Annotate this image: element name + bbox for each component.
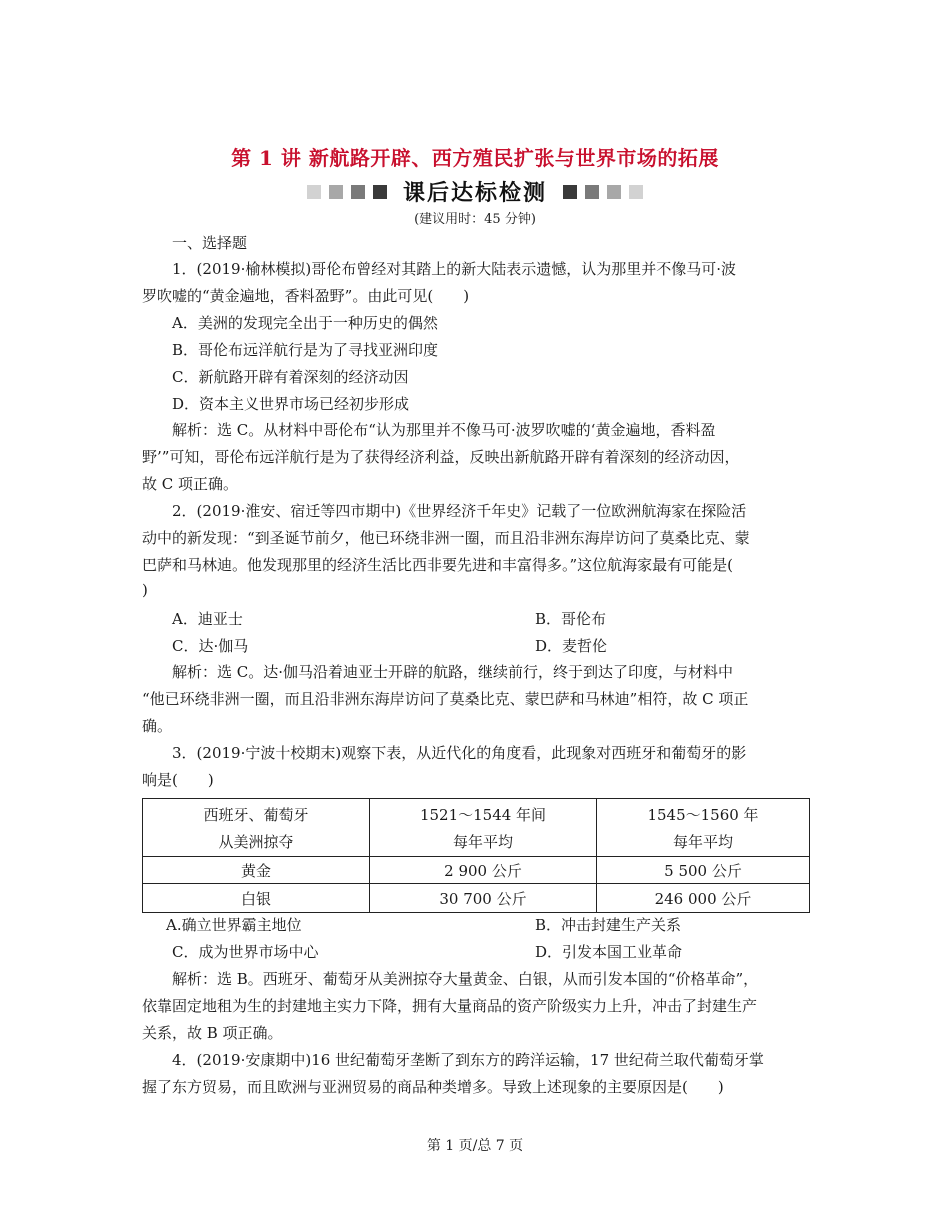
table-cell: 黄金 bbox=[143, 857, 370, 884]
square-icon bbox=[607, 185, 621, 199]
q1-option-c: C．新航路开辟有着深刻的经济动因 bbox=[172, 368, 409, 386]
square-icon bbox=[563, 185, 577, 199]
table-row bbox=[143, 884, 810, 913]
q1-answer-line: 解析：选 C。从材料中哥伦布“认为那里并不像马可·波罗吹嘘的‘黄金遍地，香料盈 bbox=[172, 421, 716, 439]
square-icon bbox=[307, 185, 321, 199]
q3-stem-line: 响是( ) bbox=[142, 771, 214, 789]
q1-option-b: B．哥伦布远洋航行是为了寻找亚洲印度 bbox=[172, 341, 439, 359]
table-header-cell bbox=[143, 799, 370, 857]
q3-answer-line: 关系，故 B 项正确。 bbox=[142, 1024, 283, 1042]
banner-text: 课后达标检测 bbox=[402, 181, 547, 206]
q3-stem-line: 3．(2019·宁波十校期末)观察下表，从近代化的角度看，此现象对西班牙和葡萄牙的影 bbox=[172, 744, 747, 762]
q4-stem-line: 握了东方贸易，而且欧洲与亚洲贸易的商品种类增多。导致上述现象的主要原因是( ) bbox=[142, 1078, 724, 1096]
header-text: 从美洲掠夺 bbox=[218, 832, 294, 851]
q2-stem-line: 2．(2019·淮安、宿迁等四市期中)《世界经济千年史》记载了一位欧洲航海家在探险活 bbox=[172, 502, 747, 520]
q3-option-d: D．引发本国工业革命 bbox=[535, 943, 683, 961]
table-cell: 5 500 公斤 bbox=[597, 857, 810, 884]
q2-option-d: D．麦哲伦 bbox=[535, 637, 608, 655]
table-header-cell bbox=[597, 799, 810, 857]
q3-option-c: C．成为世界市场中心 bbox=[172, 943, 319, 961]
square-icon bbox=[329, 185, 343, 199]
q3-answer-line: 依靠固定地租为生的封建地主实力下降，拥有大量商品的资产阶级实力上升，冲击了封建生产 bbox=[142, 997, 758, 1015]
q3-answer-line: 解析：选 B。西班牙、葡萄牙从美洲掠夺大量黄金、白银，从而引发本国的“价格革命”， bbox=[172, 970, 759, 988]
q1-answer-line: 野’”可知，哥伦布远洋航行是为了获得经济利益，反映出新航路开辟有着深刻的经济动因， bbox=[142, 448, 740, 466]
q1-option-a: A．美洲的发现完全出于一种历史的偶然 bbox=[172, 314, 438, 332]
square-icon bbox=[629, 185, 643, 199]
table-row bbox=[143, 857, 810, 884]
q3-option-a: A.确立世界霸主地位 bbox=[166, 916, 302, 934]
q1-option-d: D．资本主义世界市场已经初步形成 bbox=[172, 395, 410, 413]
time-hint: (建议用时：45 分钟) bbox=[414, 212, 536, 227]
q2-answer-line: 解析：选 C。达·伽马沿着迪亚士开辟的航路，继续前行，终于到达了印度，与材料中 bbox=[172, 663, 734, 681]
q2-answer-line: “他已环绕非洲一圈，而且沿非洲东海岸访问了莫桑比克、蒙巴萨和马林迪”相符，故 C 项正 bbox=[142, 690, 749, 708]
table-header-row bbox=[143, 799, 810, 857]
header-text: 西班牙、葡萄牙 bbox=[203, 805, 309, 824]
table-header-cell bbox=[370, 799, 597, 857]
q2-stem-line: 动中的新发现：“到圣诞节前夕，他已环绕非洲一圈，而且沿非洲东海岸访问了莫桑比克、蒙 bbox=[142, 529, 750, 547]
page-footer: 第 1 页/总 7 页 bbox=[426, 1138, 524, 1154]
section-banner bbox=[0, 176, 950, 207]
table-cell: 白银 bbox=[143, 884, 370, 913]
square-icon bbox=[373, 185, 387, 199]
q2-option-b: B．哥伦布 bbox=[535, 610, 607, 628]
q2-option-a: A．迪亚士 bbox=[172, 610, 243, 628]
square-icon bbox=[351, 185, 365, 199]
table-cell: 246 000 公斤 bbox=[597, 884, 810, 913]
page-title: 第 1 讲 新航路开辟、西方殖民扩张与世界市场的拓展 bbox=[231, 146, 719, 170]
q2-stem-line: ) bbox=[142, 581, 148, 599]
q4-stem-line: 4．(2019·安康期中)16 世纪葡萄牙垄断了到东方的跨洋运输，17 世纪荷兰取代葡萄牙掌 bbox=[172, 1051, 764, 1069]
q2-answer-line: 确。 bbox=[142, 717, 173, 735]
table-cell: 30 700 公斤 bbox=[370, 884, 597, 913]
q1-answer-line: 故 C 项正确。 bbox=[142, 475, 239, 493]
q2-option-c: C．达·伽马 bbox=[172, 637, 249, 655]
square-icon bbox=[585, 185, 599, 199]
q1-stem-line: 1．(2019·榆林模拟)哥伦布曾经对其踏上的新大陆表示遗憾，认为那里并不像马可·波 bbox=[172, 260, 736, 278]
q1-stem-line: 罗吹嘘的“黄金遍地，香料盈野”。由此可见( ) bbox=[142, 287, 470, 305]
table-cell: 2 900 公斤 bbox=[370, 857, 597, 884]
header-text: 每年平均 bbox=[452, 832, 513, 851]
header-text: 1545～1560 年 bbox=[647, 805, 759, 824]
q3-option-b: B．冲击封建生产关系 bbox=[535, 916, 682, 934]
header-text: 每年平均 bbox=[672, 832, 733, 851]
section-heading: 一、选择题 bbox=[172, 234, 248, 252]
plunder-table bbox=[142, 798, 810, 913]
q2-stem-line: 巴萨和马林迪。他发现那里的经济生活比西非要先进和丰富得多。”这位航海家最有可能是( bbox=[142, 556, 734, 574]
header-text: 1521～1544 年间 bbox=[419, 805, 547, 824]
